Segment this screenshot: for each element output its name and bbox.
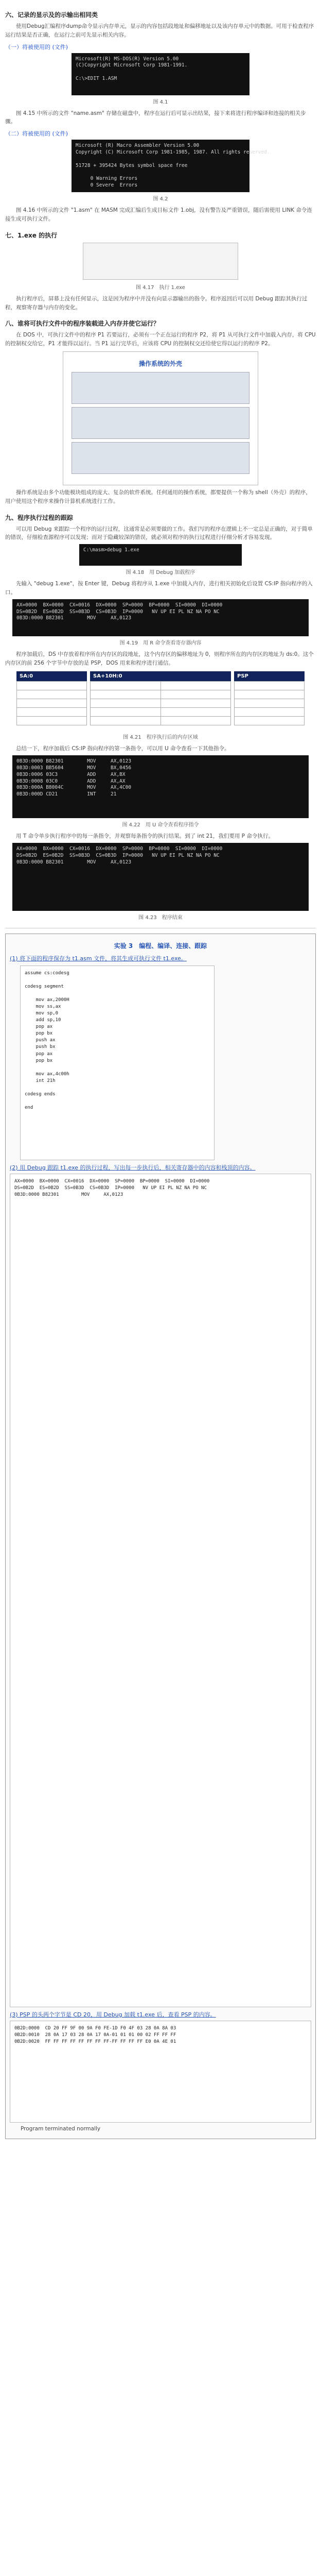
memory-cell: [91, 717, 161, 725]
diagram-block: [72, 372, 249, 404]
memory-cell: [17, 708, 87, 717]
section-9-body3: 程序加载后，DS 中存放着程序所在内存区的段地址，这个内存区的偏移地址为 0，则程序所在的内存区的地址为 ds:0。这个内存区的前 256 个字节中存放的是 PSP，DOS 用来和程序进行通信。: [5, 651, 314, 666]
section-7: [5, 231, 316, 312]
lab-end: Program terminated normally: [21, 2125, 101, 2132]
section-10: [5, 733, 316, 921]
figure-caption: 图 4.17 执行 1.exe: [136, 284, 185, 291]
trace-listing: AX=0000 BX=0000 CX=0016 DX=0000 SP=0000 BP=0000 SI=0000 DI=0000 DS=0B2D ES=0B2D SS=0B3D CS=0B3D IP=0000 NV UP EI PL NZ NA PO NC 0B3D:0000 B82301 MOV AX,0123: [10, 1174, 311, 2007]
lab-step1: [10, 954, 311, 962]
section-9-body: 可以用 Debug 来跟踪一个程序的运行过程，这通常是必须要做的工作。我们写的程序在逻辑上不一定总是正确的，对于简单的错误，仔细检查源程序可以发现；而对于隐藏较深的错误，就必须对程序的执行过程进行仔细分析才容易发现。: [5, 526, 313, 541]
memory-cell: [160, 699, 231, 708]
memory-table: [16, 681, 87, 725]
section-8: [5, 319, 316, 505]
figure-caption: 图 4.23 程序结束: [138, 914, 183, 921]
section-6-step2: （二）将被使用的 (文件): [5, 130, 68, 138]
dump-listing: 0B2D:0000 CD 20 FF 9F 00 9A F0 FE-1D F0 4F 03 28 0A 8A 03 0B2D:0010 28 0A 17 03 28 0A 17 0A-01 01 01 00 02 FF FF FF 0B2D:0020 FF FF FF FF FF FF FF FF-FF FF FF FF E0 0A 4E 01: [10, 2021, 311, 2123]
diagram-block: [72, 442, 249, 474]
memory-cell: [91, 690, 161, 699]
section-6: [5, 10, 316, 224]
memory-cell: [91, 682, 161, 690]
lab-step2-link[interactable]: (2) 用 Debug 跟踪 t1.exe 的执行过程，写出每一步执行后，相关寄存器中的内容和栈顶的内容。: [10, 1164, 256, 1171]
memory-cell: [235, 717, 305, 725]
terminal-debug: C:\masm>debug 1.exe: [79, 544, 242, 566]
lab-step3: [10, 2010, 311, 2019]
lab-title: 实验 3 编程、编译、连接、跟踪: [114, 942, 207, 950]
section-7-title: 七、1.exe 的执行: [5, 231, 58, 239]
memory-cell: [17, 682, 87, 690]
terminal-registers: AX=0000 BX=0000 CX=0016 DX=0000 SP=0000 BP=0000 SI=0000 DI=0000 DS=0B2D ES=0B2D SS=0B3D CS=0B3D IP=0000 NV UP EI PL NZ NA PO NC 0B3D:0000 B82301 MOV AX,0123: [12, 599, 309, 636]
memory-cell: [160, 690, 231, 699]
section-7-body: 执行程序后，屏幕上没有任何显示，这是因为程序中并没有向显示器输出的指令。程序返回后可以用 Debug 跟踪其执行过程，观察寄存器与内存的变化。: [5, 295, 308, 311]
memory-column: [234, 671, 305, 725]
section-8-body: 在 DOS 中，可执行文件中的程序 P1 若要运行，必须有一个正在运行的程序 P2，将 P1 从可执行文件中加载入内存，将 CPU 的控制权交给它，P1 才能得以运行。当 P1 运行完毕后，应该将 CPU 的控制权交还给使它得以运行的程序 P2。: [5, 332, 316, 347]
section-10-body: 总结一下，程序加载后 CS:IP 指向程序的第一条指令，可以用 U 命令查看一下其他指令。: [16, 745, 230, 752]
section-9-body2: 先输入 "debug 1.exe"，按 Enter 键，Debug 将程序从 1.exe 中加载入内存，进行相关初始化后设置 CS:IP 指向程序的入口。: [5, 581, 313, 596]
section-9-title: 九、程序执行过程的跟踪: [5, 514, 74, 521]
figure-image: [83, 243, 238, 280]
memory-cell: [235, 699, 305, 708]
memory-cell: [17, 717, 87, 725]
memory-cell: [17, 699, 87, 708]
memory-cell: [235, 682, 305, 690]
terminal-unassemble: 0B3D:0000 B82301 MOV AX,0123 0B3D:0003 BB5604 MOV BX,0456 0B3D:0006 03C3 ADD AX,BX 0B3D:0008 03C0 ADD AX,AX 0B3D:000A B8004C MOV AX,4C00 0B3D:000D CD21 INT 21: [12, 755, 309, 818]
lab-step3-link[interactable]: (3) PSP 的头两个字节是 CD 20，用 Debug 加载 t1.exe 后，查看 PSP 的内容。: [10, 2011, 216, 2018]
memory-cell: [91, 699, 161, 708]
memory-cell: [160, 682, 231, 690]
memory-table: [234, 681, 305, 725]
code-listing: assume cs:codesg codesg segment mov ax,2000H mov ss,ax mov sp,0 add sp,10 pop ax pop bx push ax push bx pop ax pop bx mov ax,4c00h int 21h codesg ends end: [20, 965, 215, 1160]
memory-cell: [160, 708, 231, 717]
section-10-body2: 用 T 命令单步执行程序中的每一条指令，并观察每条指令的执行结果。到了 int 21，我们要用 P 命令执行。: [16, 833, 274, 840]
document-page: [5, 0, 316, 2147]
memory-cell: [235, 690, 305, 699]
memory-header: SA:0: [16, 671, 87, 681]
memory-cell: [91, 708, 161, 717]
memory-header: PSP: [234, 671, 305, 681]
memory-cell: [160, 717, 231, 725]
figure-caption: 图 4.22 用 U 命令查看程序指令: [122, 822, 199, 828]
terminal-trace: AX=0000 BX=0000 CX=0016 DX=0000 SP=0000 BP=0000 SI=0000 DI=0000 DS=0B2D ES=0B2D SS=0B3D CS=0B3D IP=0000 NV UP EI PL NZ NA PO NC 0B3D:0000 B82301 MOV AX,0123: [12, 843, 309, 911]
terminal-masm: Microsoft (R) Macro Assembler Version 5.00 Copyright (C) Microsoft Corp 1981-1985, 1987. All rights reserved. 51728 + 395424 Bytes symbol space free 0 Warning Errors 0 Severe Errors: [72, 140, 249, 192]
figure-caption: 图 4.18 用 Debug 加载程序: [126, 570, 195, 576]
lab-section: [5, 934, 316, 2139]
figure-caption: 图 4.2: [153, 196, 168, 202]
section-6-step1: （一）将被使用的 (文件): [5, 43, 68, 50]
section-6-body2: 图 4.15 中所示的文件 "name.asm" 存储在磁盘中，程序在运行后可显示出结果，接下来将进行程序编译和连接的相关步骤。: [5, 110, 306, 125]
memory-column: [90, 671, 231, 725]
memory-header: SA+10H:0: [90, 671, 231, 681]
lab-step2: [10, 1163, 311, 1172]
memory-diagram: [16, 671, 305, 725]
section-9: [5, 513, 316, 726]
figure-caption: 图 4.19 用 R 命令查看寄存器内容: [119, 640, 202, 646]
figure-caption: 图 4.21 程序执行后的内存区域: [123, 735, 198, 741]
section-6-body3: 图 4.16 中所示的文件 "1.asm" 在 MASM 完成汇编后生成目标文件 1.obj，没有警告及严重错误，随后需使用 LINK 命令连接生成可执行文件。: [5, 207, 312, 222]
memory-cell: [17, 690, 87, 699]
memory-cell: [235, 708, 305, 717]
section-6-title: 六、记录的显示及的示输出相同类: [5, 11, 98, 19]
memory-column: [16, 671, 87, 725]
memory-table: [90, 681, 231, 725]
lab-step1-link[interactable]: (1) 将下面的程序保存为 t1.asm 文件，将其生成可执行文件 t1.exe。: [10, 955, 187, 962]
section-8-body2: 操作系统是由多个功能模块组成的庞大、复杂的软件系统。任何通用的操作系统，都要提供一个称为 shell（外壳）的程序，用户使用这个程序来操作计算机系统进行工作。: [5, 489, 311, 504]
figure-caption: 图 4.1: [153, 99, 168, 105]
shell-diagram: [63, 351, 258, 485]
terminal-edit: Microsoft(R) MS-DOS(R) Version 5.00 (C)Copyright Microsoft Corp 1981-1991. C:\>EDIT 1.ASM: [72, 53, 249, 95]
diagram-block: [72, 407, 249, 439]
diagram-title: 操作系统的外壳: [138, 360, 182, 367]
section-8-title: 八、谁将可执行文件中的程序装载进入内存并使它运行？: [5, 320, 160, 328]
section-6-body: 使用Debug汇编程序dump命令显示内存单元，显示的内容包括段地址和偏移地址以及该内存单元中的数据。可用于检查程序运行结果是否正确，在运行之前可先显示相关内容。: [5, 23, 314, 38]
